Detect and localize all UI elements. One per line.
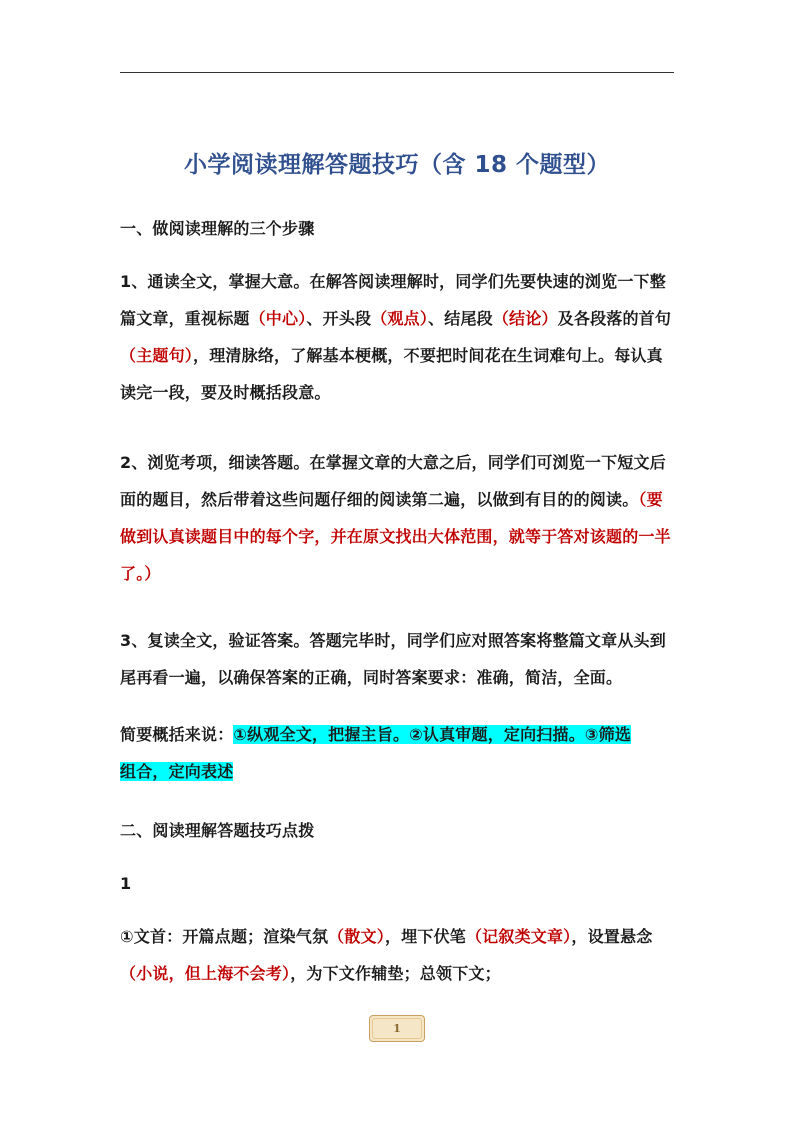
item-number: 1 <box>120 874 132 893</box>
item1-text-2: ，埋下伏笔 <box>384 927 466 946</box>
step1-text-1: 1、通读全文，掌握大意。在解答阅读理解时，同学们先要快速的浏览一下整篇文章，重视标题 <box>120 272 666 328</box>
item1-text-1: ①文首：开篇点题；渲染气氛 <box>120 927 329 946</box>
summary-highlight-2: 组合，定向表述 <box>120 762 234 781</box>
step1-note-1: （中心） <box>249 309 307 328</box>
step1-text-2: 、开头段 <box>306 309 372 328</box>
section2-heading: 二、阅读理解答题技巧点拨 <box>120 821 315 840</box>
step1-text-3: 、结尾段 <box>428 309 493 328</box>
step1-text-5: ，理清脉络，了解基本梗概，不要把时间花在生词难句上。每认真读完一段，要及时概括段意。 <box>120 346 663 402</box>
section1-heading: 一、做阅读理解的三个步骤 <box>120 219 315 238</box>
item1-text-4: ，为下文作辅垫；总领下文； <box>290 964 501 983</box>
step1-paragraph <box>120 263 676 411</box>
item1-text-3: ，设置悬念 <box>571 927 653 946</box>
header-rule <box>120 72 674 73</box>
step2-paragraph <box>120 444 676 592</box>
summary-highlight-1: ①纵观全文，把握主旨。②认真审题，定向扫描。③筛选 <box>233 725 632 744</box>
page-number: 1 <box>372 1018 422 1039</box>
step1-note-3: （结论） <box>492 309 558 328</box>
step2-note-1: （要做到认真读题目中的每个字，并在原文找出大体范围，就等于答对该题的一半了。） <box>120 490 671 583</box>
page-number-badge <box>369 1015 425 1042</box>
step1-text-4: 及各段落的首句 <box>557 309 672 328</box>
summary-lead: 简要概括来说： <box>120 725 234 744</box>
item1-note-1: （散文） <box>328 927 385 946</box>
step3-paragraph: 3、复读全文，验证答案。答题完毕时，同学们应对照答案将整篇文章从头到尾再看一遍，以确保答案的正确，同时答案要求：准确，简洁，全面。 <box>120 631 666 687</box>
item1-paragraph <box>120 918 676 992</box>
item1-note-3: （小说，但上海不会考） <box>120 964 291 983</box>
step1-note-4: （主题句） <box>120 346 194 365</box>
step1-note-2: （观点） <box>371 309 429 328</box>
item1-note-2: （记叙类文章） <box>465 927 572 946</box>
page-title: 小学阅读理解答题技巧（含 18 个题型） <box>183 152 611 178</box>
summary-paragraph <box>120 716 676 790</box>
step2-text-1: 2、浏览考项，细读答题。在掌握文章的大意之后，同学们可浏览一下短文后面的题目，然后带着这些问题仔细的阅读第二遍，以做到有目的的阅读。 <box>120 453 666 509</box>
